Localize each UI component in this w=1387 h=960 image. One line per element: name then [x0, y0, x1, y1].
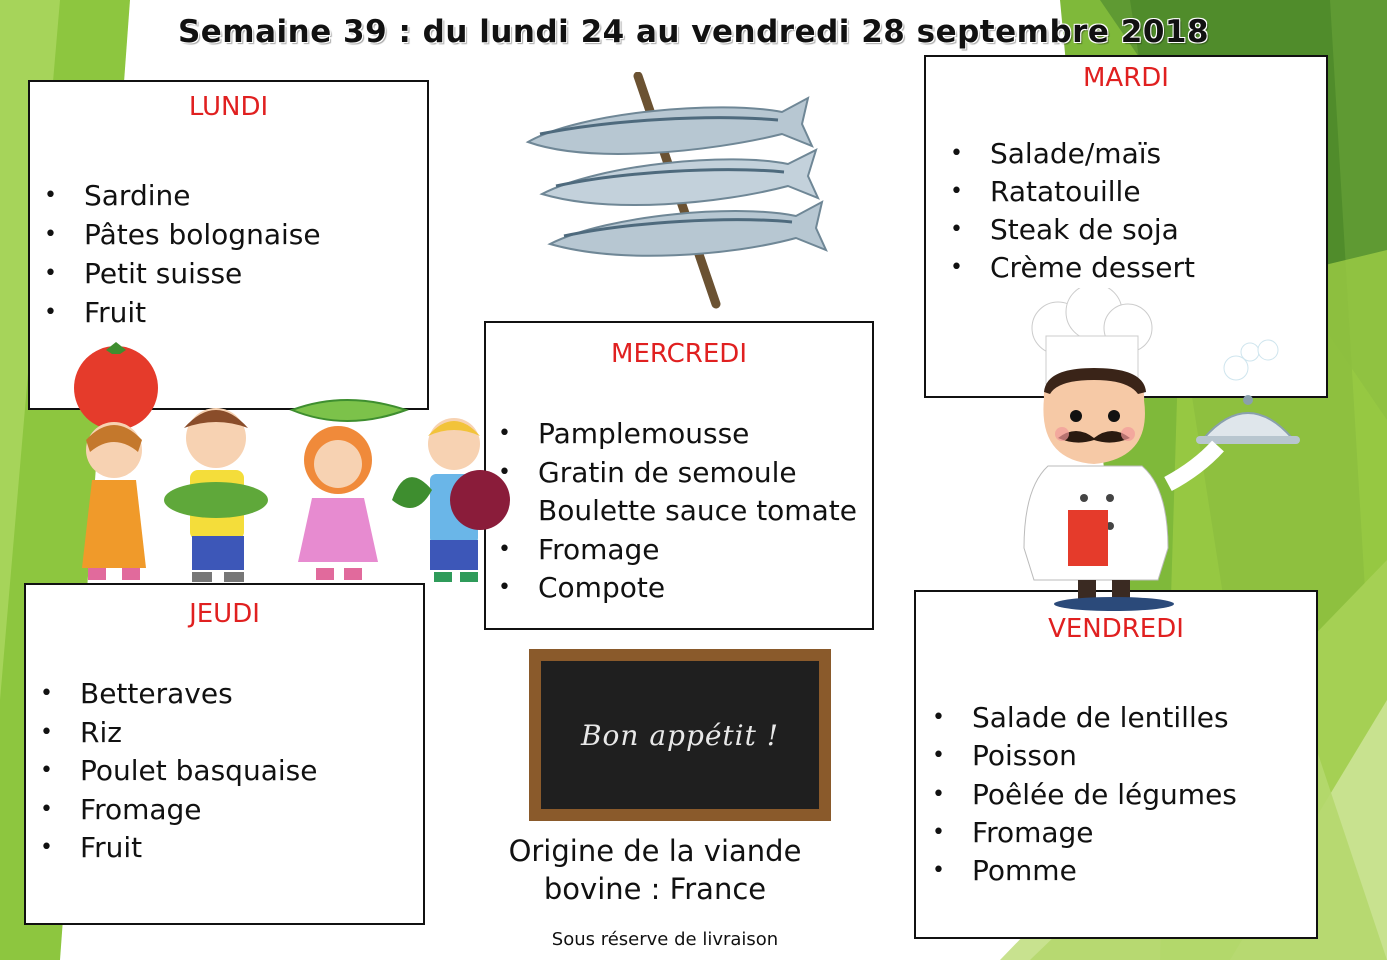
sardine-icon: [528, 98, 812, 154]
list-item: • Steak de soja: [950, 211, 1195, 249]
lundi-title: LUNDI: [188, 92, 269, 122]
list-item: • Riz: [40, 714, 317, 753]
mardi-menu: [950, 135, 1195, 287]
child-peas-icon: [292, 400, 406, 580]
origin-line-1: Origine de la viande: [508, 834, 802, 868]
list-item: • Betteraves: [40, 675, 317, 714]
jeudi-title: JEUDI: [189, 599, 260, 629]
chef-illustration: [1018, 288, 1308, 613]
child-cucumber-icon: [164, 408, 268, 582]
list-item: • Pomme: [932, 852, 1237, 890]
child-tomato-icon: [74, 342, 158, 580]
list-item: • Fromage: [932, 814, 1237, 852]
list-item: • Fromage: [498, 531, 857, 570]
vendredi-box: [914, 590, 1318, 939]
list-item: • Pâtes bolognaise: [44, 215, 321, 254]
mercredi-menu: [498, 415, 857, 608]
chalkboard: [529, 649, 831, 821]
sardines-illustration: [520, 72, 830, 312]
mercredi-box: [484, 321, 874, 630]
child-beetroot-icon: [392, 418, 510, 582]
page-title: Semaine 39 : du lundi 24 au vendredi 28 septembre 2018: [177, 14, 1210, 50]
list-item: • Petit suisse: [44, 254, 321, 293]
meat-origin-note: [480, 832, 830, 908]
jeudi-menu: [40, 675, 317, 868]
chef-face-icon: [1043, 368, 1146, 464]
list-item: • Poulet basquaise: [40, 752, 317, 791]
list-item: • Salade de lentilles: [932, 699, 1237, 737]
sardine-icon: [542, 150, 818, 205]
jeudi-box: [24, 583, 425, 925]
children-vegetables-illustration: [66, 340, 526, 585]
list-item: • Sardine: [44, 176, 321, 215]
list-item: • Fruit: [40, 829, 317, 868]
vendredi-menu: [932, 699, 1237, 890]
origin-line-2: bovine : France: [543, 872, 767, 906]
list-item: • Crème dessert: [950, 249, 1195, 287]
chef-body-icon: [1024, 466, 1174, 611]
list-item: • Fruit: [44, 293, 321, 332]
mercredi-title: MERCREDI: [611, 339, 747, 369]
list-item: • Fromage: [40, 791, 317, 830]
list-item: • Poêlée de légumes: [932, 776, 1237, 814]
delivery-reserve-note: Sous réserve de livraison: [551, 929, 779, 950]
mardi-title: MARDI: [1083, 63, 1169, 93]
list-item: • Gratin de semoule: [498, 454, 857, 493]
list-item: • Poisson: [932, 737, 1237, 775]
list-item: • Compote: [498, 569, 857, 608]
list-item: • Ratatouille: [950, 173, 1195, 211]
lundi-menu: [44, 176, 321, 332]
list-item: • Boulette sauce tomate: [498, 492, 857, 531]
chalkboard-text: Bon appétit !: [580, 718, 780, 752]
chalkboard-surface: [541, 661, 819, 809]
cloche-icon: [1168, 340, 1300, 484]
list-item: • Salade/maïs: [950, 135, 1195, 173]
vendredi-title: VENDREDI: [1048, 614, 1184, 644]
list-item: • Pamplemousse: [498, 415, 857, 454]
